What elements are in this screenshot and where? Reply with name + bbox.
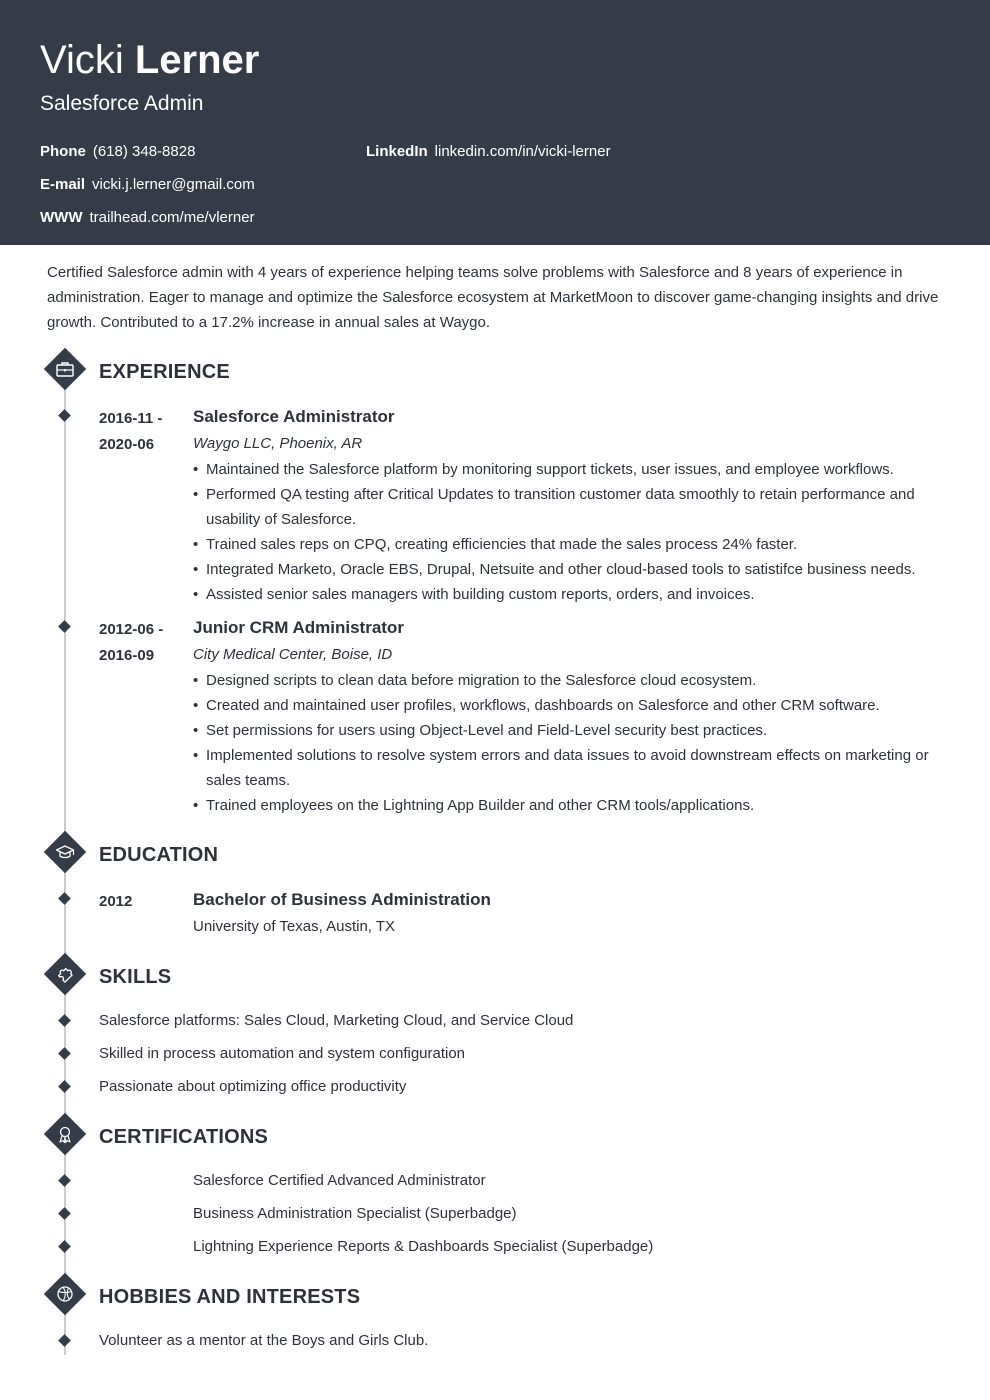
- timeline-marker: [58, 409, 71, 422]
- job-bullet: • Implemented solutions to resolve system errors and data issues to avoid downstream effects on marketing or sales teams.: [193, 743, 943, 793]
- job-bullets: [193, 457, 943, 607]
- job-title-headline: Salesforce Admin: [40, 92, 204, 115]
- job-bullet: • Trained sales reps on CPQ, creating efficiencies that made the sales process 24% faster.: [193, 532, 943, 557]
- job-bullet: • Set permissions for users using Object-Level and Field-Level security best practices.: [193, 718, 943, 743]
- certification-item: Lightning Experience Reports & Dashboards Specialist (Superbadge): [193, 1238, 654, 1255]
- contact-phone: [40, 142, 195, 162]
- timeline-marker: [58, 620, 71, 633]
- skill-item: Passionate about optimizing office productivity: [99, 1078, 407, 1095]
- education-heading: EDUCATION: [99, 844, 219, 866]
- contact-www: [40, 208, 255, 228]
- linkedin-value: linkedin.com/in/vicki-lerner: [434, 143, 611, 160]
- contact-linkedin: [366, 142, 611, 162]
- job-bullet: • Assisted senior sales managers with building custom reports, orders, and invoices.: [193, 582, 943, 607]
- timeline-marker: [58, 1080, 71, 1093]
- skill-item: Salesforce platforms: Sales Cloud, Marketing Cloud, and Service Cloud: [99, 1012, 574, 1029]
- education-year: 2012: [99, 893, 133, 910]
- www-value: trailhead.com/me/vlerner: [89, 209, 255, 226]
- job-bullet: • Performed QA testing after Critical Updates to transition customer data smoothly to retain performance and usability of Salesforce.: [193, 482, 943, 532]
- timeline-marker: [58, 1014, 71, 1027]
- certifications-heading: CERTIFICATIONS: [99, 1126, 269, 1148]
- education-degree: Bachelor of Business Administration: [193, 890, 491, 909]
- graduation-cap-icon: [44, 831, 86, 873]
- job-date-end: 2020-06: [99, 436, 155, 453]
- job-bullet: • Maintained the Salesforce platform by monitoring support tickets, user issues, and employee workflows.: [193, 457, 943, 482]
- email-label: E-mail: [40, 176, 86, 193]
- job-title: Junior CRM Administrator: [193, 618, 404, 637]
- linkedin-label: LinkedIn: [366, 143, 428, 160]
- basketball-icon: [44, 1273, 86, 1315]
- timeline-marker: [58, 1174, 71, 1187]
- timeline-marker: [58, 1240, 71, 1253]
- puzzle-icon: [44, 953, 86, 995]
- certification-item: Business Administration Specialist (Superbadge): [193, 1205, 517, 1222]
- email-value: vicki.j.lerner@gmail.com: [92, 176, 255, 193]
- experience-heading: EXPERIENCE: [99, 361, 230, 383]
- timeline-marker: [58, 1047, 71, 1060]
- job-bullet: • Created and maintained user profiles, workflows, dashboards on Salesforce and other CRM software.: [193, 693, 943, 718]
- job-company: Waygo LLC, Phoenix, AR: [193, 435, 363, 452]
- contact-email: [40, 175, 255, 195]
- job-bullets: [193, 668, 943, 818]
- phone-value: (618) 348-8828: [92, 143, 196, 160]
- last-name: Lerner: [134, 38, 260, 82]
- certification-item: Salesforce Certified Advanced Administrator: [193, 1172, 486, 1189]
- skill-item: Skilled in process automation and system configuration: [99, 1045, 466, 1062]
- education-school: University of Texas, Austin, TX: [193, 918, 396, 935]
- candidate-name: [40, 36, 259, 84]
- job-bullet: • Integrated Marketo, Oracle EBS, Drupal, Netsuite and other cloud-based tools to satistifce business needs.: [193, 557, 943, 582]
- job-date: [99, 617, 179, 669]
- briefcase-icon: [44, 348, 86, 390]
- timeline-marker: [58, 892, 71, 905]
- job-date-start: 2012-06 -: [99, 621, 164, 638]
- job-date: [99, 406, 179, 458]
- job-bullet: • Trained employees on the Lightning App Builder and other CRM tools/applications.: [193, 793, 943, 818]
- phone-label: Phone: [40, 143, 86, 160]
- timeline-marker: [58, 1334, 71, 1347]
- summary-paragraph: Certified Salesforce admin with 4 years of experience helping teams solve problems with Salesforce and 8 years of experience in administration. Eager to manage and optimize the Salesforce ecosystem at MarketMoon to discover game-changing insights and drive growth. Contributed to a 17.2% increase in annual sales at Waygo.: [47, 264, 939, 331]
- resume-header: [0, 0, 990, 245]
- skills-heading: SKILLS: [99, 966, 172, 988]
- hobbies-heading: HOBBIES AND INTERESTS: [99, 1286, 361, 1308]
- job-date-end: 2016-09: [99, 647, 155, 664]
- timeline-marker: [58, 1207, 71, 1220]
- www-label: WWW: [40, 209, 83, 226]
- hobby-item: Volunteer as a mentor at the Boys and Girls Club.: [99, 1332, 429, 1349]
- first-name: Vicki: [40, 38, 124, 82]
- job-title: Salesforce Administrator: [193, 407, 395, 426]
- job-bullet: • Designed scripts to clean data before migration to the Salesforce cloud ecosystem.: [193, 668, 943, 693]
- award-ribbon-icon: [44, 1113, 86, 1155]
- job-company: City Medical Center, Boise, ID: [193, 646, 393, 663]
- job-date-start: 2016-11 -: [99, 410, 163, 427]
